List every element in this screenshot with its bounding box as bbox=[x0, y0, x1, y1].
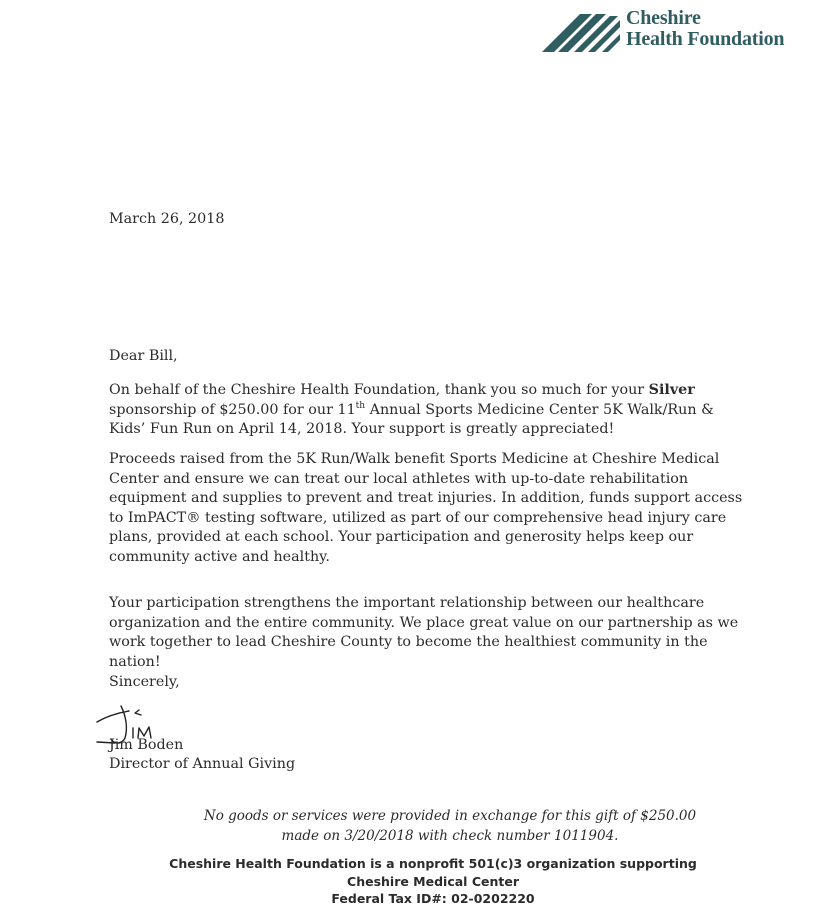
letter-date: March 26, 2018 bbox=[109, 211, 225, 227]
note-line-2: made on 3/20/2018 with check number 1011904. bbox=[281, 828, 619, 844]
logo-line-1: Cheshire bbox=[626, 7, 701, 29]
paragraph-thanks bbox=[109, 381, 749, 440]
organization-footer bbox=[100, 855, 766, 908]
logo-stripes-icon bbox=[540, 10, 620, 52]
org-line-3: Federal Tax ID#: 02-0202220 bbox=[331, 891, 535, 906]
closing: Sincerely, bbox=[109, 674, 180, 690]
p1-after: Annual Sports Medicine Center 5K Walk/Run & Kids’ Fun Run on April 14, 2018. Your support is greatly appreciated! bbox=[109, 401, 714, 437]
tax-receipt-note bbox=[120, 806, 780, 846]
paragraph-proceeds: Proceeds raised from the 5K Run/Walk benefit Sports Medicine at Cheshire Medical Center and ensure we can treat our local athletes with up-to-date rehabilitation equipment and supplies to prevent and treat injuries. In addition, funds support access to ImPACT® testing software, utilized as part of our comprehensive head injury care plans, provided at each school. Your participation and generosity helps keep our community active and healthy. bbox=[109, 451, 743, 565]
salutation: Dear Bill, bbox=[109, 348, 178, 364]
p1-before: On behalf of the Cheshire Health Foundation, thank you so much for your bbox=[109, 382, 649, 398]
org-line-2: Cheshire Medical Center bbox=[347, 873, 519, 889]
sponsorship-level: Silver bbox=[648, 382, 695, 398]
foundation-logo bbox=[540, 8, 830, 52]
signer-title: Director of Annual Giving bbox=[109, 756, 296, 772]
note-line-1: No goods or services were provided in exchange for this gift of $250.00 bbox=[203, 808, 697, 824]
paragraph-partnership: Your participation strengthens the important relationship between our healthcare organization and the entire community. We place great value on our partnership as we work together to lead Cheshire County to become the healthiest community in the nation! bbox=[109, 595, 739, 670]
p1-middle: sponsorship of $250.00 for our 11 bbox=[109, 401, 356, 418]
logo-wordmark bbox=[626, 8, 784, 50]
ordinal-suffix: th bbox=[355, 400, 366, 411]
org-line-1: Cheshire Health Foundation is a nonprofit 501(c)3 organization supporting bbox=[169, 856, 697, 871]
signer-name: Jim Boden bbox=[109, 737, 184, 753]
logo-line-2: Health Foundation bbox=[626, 28, 785, 50]
